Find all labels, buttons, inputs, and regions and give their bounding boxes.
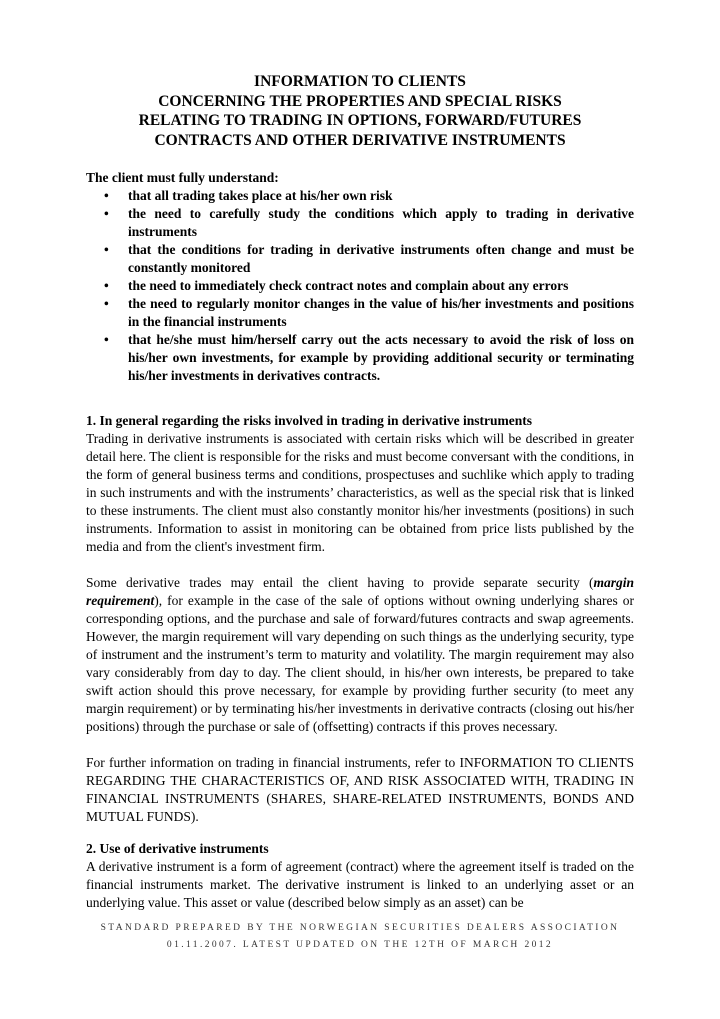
section-2-paragraph-1: A derivative instrument is a form of agreement (contract) where the agreement itself is traded on the financial instruments market. The derivative instrument is linked to an underlying asset or an underlying value. This asset or value (described below simply as an asset) can be (86, 859, 634, 910)
bullet-text: that he/she must him/herself carry out the acts necessary to avoid the risk of loss on his/her own investments, for example by providing additional security or terminating his/her investments in derivatives contracts. (128, 332, 634, 383)
bullet-icon: • (104, 278, 109, 293)
bullet-text: the need to immediately check contract notes and complain about any errors (128, 278, 569, 293)
section-1 (86, 412, 634, 826)
section-1-paragraph-1: Trading in derivative instruments is associated with certain risks which will be described in greater detail here. The client is responsible for the risks and must become conversant with the conditions, in the form of general business terms and conditions, prospectuses and suchlike which apply to trading in such instruments and with the instruments’ characteristics, as well as the special risk that is linked to these instruments. The client must also constantly monitor his/her investments (positions) in such instruments. Information to assist in monitoring can be obtained from price lists published by the media and from the client's investment firm. (86, 431, 634, 554)
section-1-paragraph-2-end: ), for example in the case of the sale of options without owning underlying shares or corresponding options, and the purchase and sale of forward/futures contracts and swap agreements. However, the margin requirement will vary depending on such things as the underlying security, type of instrument and the instrument’s term to maturity and volatility. The margin requirement may also vary considerably from day to day. The client should, in his/her own interests, be prepared to take swift action should this prove necessary, for example by providing further security (to meet any margin requirement) or by terminating his/her investments in derivative contracts (closing out his/her positions) through the purchase or sale of (offsetting) contracts if this proves necessary. (86, 593, 634, 734)
section-1-paragraph-2 (86, 574, 634, 736)
list-item (86, 187, 634, 205)
bullet-text: that all trading takes place at his/her own risk (128, 188, 393, 203)
section-2-heading: 2. Use of derivative instruments (86, 841, 269, 856)
title-line-1: INFORMATION TO CLIENTS (254, 73, 466, 90)
bullet-icon: • (104, 332, 109, 347)
section-2 (86, 840, 634, 912)
bullet-icon: • (104, 206, 109, 221)
bullet-icon: • (104, 188, 109, 203)
title-line-2: CONCERNING THE PROPERTIES AND SPECIAL RISKS (158, 92, 562, 110)
list-item (86, 331, 634, 385)
footer-line-2: 01.11.2007. LATEST UPDATED ON THE 12TH OF MARCH 2012 (166, 940, 554, 950)
list-item (86, 277, 634, 295)
list-item (86, 295, 634, 331)
bullet-icon: • (104, 242, 109, 257)
section-1-paragraph-3: For further information on trading in financial instruments, refer to INFORMATION TO CLIENTS REGARDING THE CHARACTERISTICS OF, AND RISK ASSOCIATED WITH, TRADING IN FINANCIAL INSTRUMENTS (SHARES, SHARE-RELATED INSTRUMENTS, BONDS AND MUTUAL FUNDS). (86, 755, 634, 824)
bullet-icon: • (104, 296, 109, 311)
list-item (86, 205, 634, 241)
section-1-paragraph-2-start: Some derivative trades may entail the client having to provide separate security ( (86, 575, 594, 590)
bullet-text: that the conditions for trading in derivative instruments often change and must be constantly monitored (128, 242, 634, 275)
section-1-heading: 1. In general regarding the risks involved in trading in derivative instruments (86, 413, 533, 428)
title-line-4: CONTRACTS AND OTHER DERIVATIVE INSTRUMENTS (154, 131, 566, 149)
intro-bullet-list (86, 187, 634, 385)
page-footer (86, 920, 634, 954)
footer-line-1: STANDARD PREPARED BY THE NORWEGIAN SECURITIES DEALERS ASSOCIATION (100, 923, 620, 933)
list-item (86, 241, 634, 277)
title-line-3: RELATING TO TRADING IN OPTIONS, FORWARD/FUTURES (138, 112, 582, 129)
bullet-text: the need to regularly monitor changes in the value of his/her investments and positions in the financial instruments (128, 296, 634, 329)
document-title (86, 72, 634, 150)
margin-requirement-term: margin requirement (86, 575, 634, 608)
bullet-text: the need to carefully study the conditions which apply to trading in derivative instruments (128, 206, 634, 239)
intro-heading: The client must fully understand: (86, 170, 279, 185)
